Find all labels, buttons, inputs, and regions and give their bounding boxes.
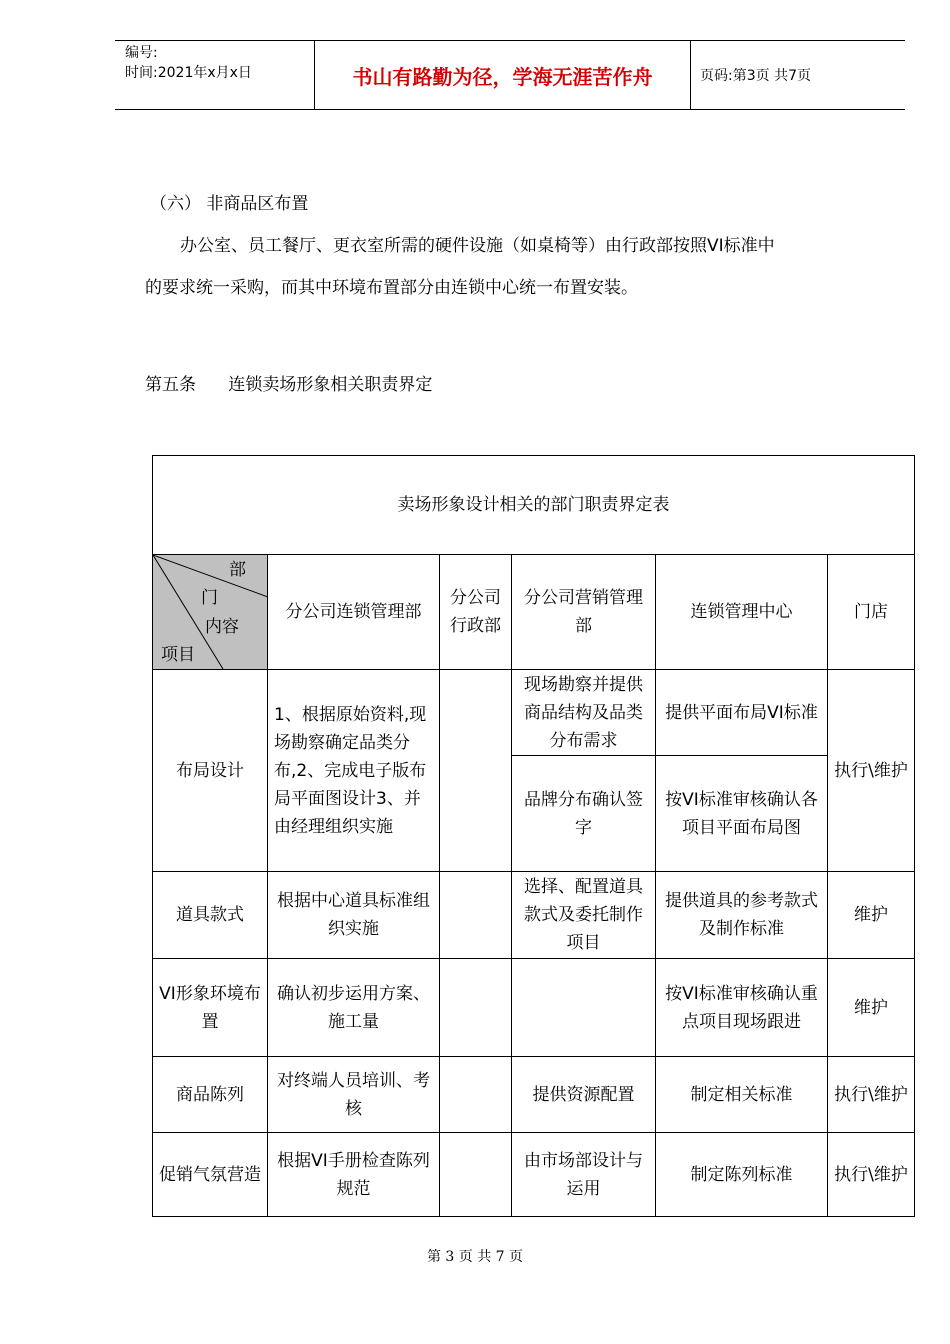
row-item: 促销气氛营造 <box>153 1133 268 1217</box>
table-cell: 选择、配置道具款式及委托制作项目 <box>512 872 656 959</box>
table-cell: 提供道具的参考款式及制作标准 <box>656 872 828 959</box>
table-cell: 执行\维护 <box>828 1057 915 1133</box>
corner-dept-2: 门 <box>201 588 218 608</box>
table-cell: 现场勘察并提供商品结构及品类分布需求 <box>512 670 656 756</box>
row-item: VI形象环境布置 <box>153 959 268 1057</box>
table-cell <box>440 1057 512 1133</box>
section-heading: （六） 非商品区布置 <box>150 194 309 214</box>
table-cell <box>440 670 512 872</box>
page-header <box>115 40 905 110</box>
time-label: 时间:2021年x月x日 <box>125 65 252 81</box>
table-cell: 由市场部设计与运用 <box>512 1133 656 1217</box>
table-cell: 执行\维护 <box>828 670 915 872</box>
header-page-label: 页码:第3页 共7页 <box>700 68 811 84</box>
page-footer: 第 3 页 共 7 页 <box>426 1249 524 1265</box>
column-header: 分公司连锁管理部 <box>268 555 440 670</box>
row-item: 商品陈列 <box>153 1057 268 1133</box>
table-title: 卖场形象设计相关的部门职责界定表 <box>153 456 915 555</box>
row-item: 布局设计 <box>153 670 268 872</box>
corner-content: 内容 <box>205 617 239 637</box>
table-cell: 执行\维护 <box>828 1133 915 1217</box>
table-cell: 维护 <box>828 959 915 1057</box>
table-cell <box>440 1133 512 1217</box>
table-cell <box>440 872 512 959</box>
table-cell: 提供资源配置 <box>512 1057 656 1133</box>
column-header: 分公司行政部 <box>440 555 512 670</box>
header-meta <box>115 41 315 109</box>
paragraph-line-1: 办公室、员工餐厅、更衣室所需的硬件设施（如桌椅等）由行政部按照VI标准中 <box>180 236 775 256</box>
table-cell: 制定相关标准 <box>656 1057 828 1133</box>
column-header: 分公司营销管理部 <box>512 555 656 670</box>
table-cell: 确认初步运用方案、施工量 <box>268 959 440 1057</box>
table-cell: 制定陈列标准 <box>656 1133 828 1217</box>
column-header: 连锁管理中心 <box>656 555 828 670</box>
table-cell: 按VI标准审核确认各项目平面布局图 <box>656 756 828 872</box>
duty-table <box>152 455 915 1217</box>
column-header: 门店 <box>828 555 915 670</box>
table-cell: 对终端人员培训、考核 <box>268 1057 440 1133</box>
table-cell: 品牌分布确认签字 <box>512 756 656 872</box>
table-cell: 根据中心道具标准组织实施 <box>268 872 440 959</box>
table-cell <box>440 959 512 1057</box>
corner-item: 项目 <box>161 645 195 665</box>
table-cell <box>512 959 656 1057</box>
table-cell: 1、根据原始资料,现场勘察确定品类分布,2、完成电子版布局平面图设计3、并由经理组织实施 <box>268 670 440 872</box>
article-heading: 第五条 连锁卖场形象相关职责界定 <box>145 375 433 395</box>
table-cell: 按VI标准审核确认重点项目现场跟进 <box>656 959 828 1057</box>
table-cell: 提供平面布局VI标准 <box>656 670 828 756</box>
table-cell: 维护 <box>828 872 915 959</box>
paragraph-line-2: 的要求统一采购，而其中环境布置部分由连锁中心统一布置安装。 <box>145 278 638 298</box>
number-label: 编号: <box>125 45 158 61</box>
row-item: 道具款式 <box>153 872 268 959</box>
corner-cell <box>153 555 268 670</box>
corner-dept-1: 部 <box>229 560 246 580</box>
header-motto: 书山有路勤为径，学海无涯苦作舟 <box>315 41 691 109</box>
table-cell: 根据VI手册检查陈列规范 <box>268 1133 440 1217</box>
